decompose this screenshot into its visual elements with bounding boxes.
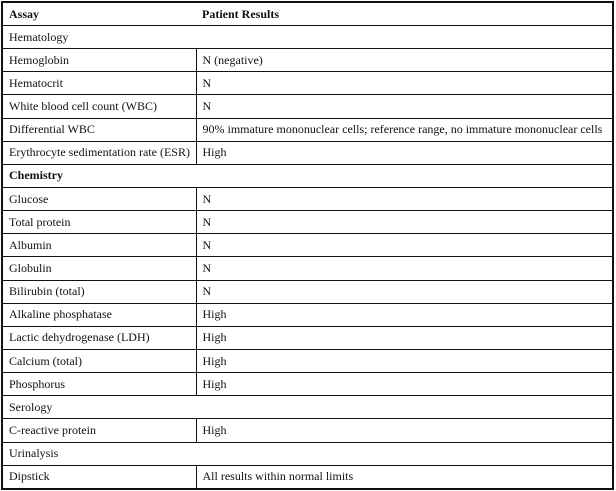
result-cell: N: [196, 280, 613, 303]
result-cell: N: [196, 234, 613, 257]
assay-cell: Alkaline phosphatase: [2, 303, 196, 326]
result-cell: N (negative): [196, 49, 613, 72]
table-row: [2, 141, 613, 164]
table-body: [2, 26, 613, 490]
assay-cell: Globulin: [2, 257, 196, 280]
result-cell: N: [196, 95, 613, 118]
result-cell: High: [196, 373, 613, 396]
section-row: [2, 396, 613, 419]
section-row: [2, 442, 613, 465]
result-cell: N: [196, 211, 613, 234]
table-row: [2, 49, 613, 72]
assay-cell: Glucose: [2, 187, 196, 210]
section-row: [2, 26, 613, 49]
result-cell: All results within normal limits: [196, 465, 613, 489]
table-row: [2, 118, 613, 141]
assay-cell: Hematocrit: [2, 72, 196, 95]
assay-cell: Calcium (total): [2, 349, 196, 372]
result-cell: High: [196, 349, 613, 372]
result-cell: High: [196, 141, 613, 164]
section-title: Hematology: [2, 26, 613, 49]
table-row: [2, 419, 613, 442]
assay-cell: Differential WBC: [2, 118, 196, 141]
header-row: [2, 2, 613, 26]
result-cell: N: [196, 187, 613, 210]
table-row: [2, 280, 613, 303]
table-row: [2, 234, 613, 257]
table-row: [2, 72, 613, 95]
assay-cell: White blood cell count (WBC): [2, 95, 196, 118]
lab-results-table: [1, 1, 614, 490]
assay-cell: Total protein: [2, 211, 196, 234]
table-row: [2, 303, 613, 326]
result-cell: 90% immature mononuclear cells; reference range, no immature mononuclear cells: [196, 118, 613, 141]
result-cell: N: [196, 257, 613, 280]
table-row: [2, 187, 613, 210]
header-assay: Assay: [2, 2, 196, 26]
result-cell: High: [196, 419, 613, 442]
result-cell: N: [196, 72, 613, 95]
assay-cell: C-reactive protein: [2, 419, 196, 442]
assay-cell: Albumin: [2, 234, 196, 257]
table-row: [2, 465, 613, 489]
section-title: Serology: [2, 396, 613, 419]
assay-cell: Bilirubin (total): [2, 280, 196, 303]
section-title: Chemistry: [2, 164, 613, 187]
assay-cell: Lactic dehydrogenase (LDH): [2, 326, 196, 349]
header-patient-results: Patient Results: [196, 2, 613, 26]
result-cell: High: [196, 303, 613, 326]
table-row: [2, 95, 613, 118]
result-cell: High: [196, 326, 613, 349]
assay-cell: Erythrocyte sedimentation rate (ESR): [2, 141, 196, 164]
assay-cell: Phosphorus: [2, 373, 196, 396]
table-row: [2, 349, 613, 372]
table-row: [2, 257, 613, 280]
section-row: [2, 164, 613, 187]
section-title: Urinalysis: [2, 442, 613, 465]
table-row: [2, 373, 613, 396]
table-row: [2, 211, 613, 234]
table-row: [2, 326, 613, 349]
assay-cell: Hemoglobin: [2, 49, 196, 72]
assay-cell: Dipstick: [2, 465, 196, 489]
